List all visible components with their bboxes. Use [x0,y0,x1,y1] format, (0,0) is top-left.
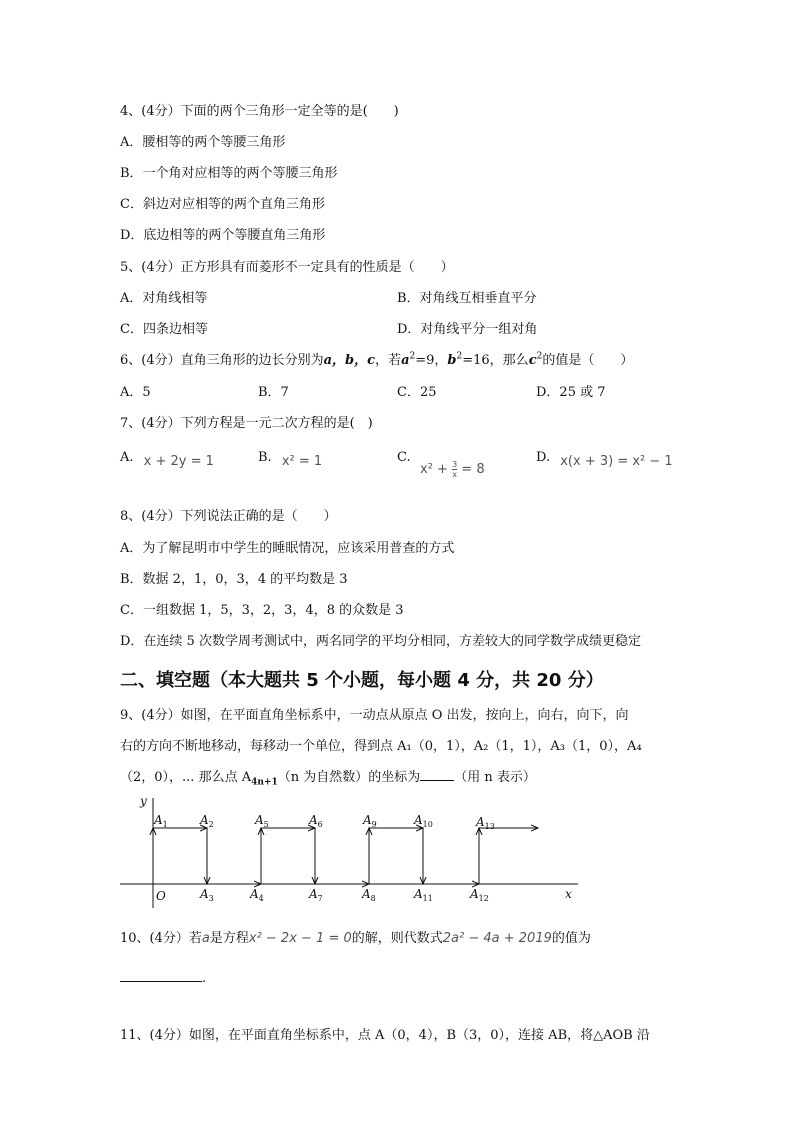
q7-d-expr: x(x + 3) = x² − 1 [560,454,673,469]
q6-exp-b: 2 [456,351,463,362]
q4-option-d: D．底边相等的两个等腰直角三角形 [120,228,326,243]
q10-post: 的值为 [551,931,591,946]
q6-b: b [447,353,457,368]
label-a8: $A_8$ [362,887,376,903]
q9-line3 [120,769,536,787]
q8-option-c: C．一组数据 1，5，3，2，3，4，8 的众数是 3 [120,603,404,618]
q10-mid: 是方程 [209,931,249,946]
q9-line3-end: （用 n 表示） [454,770,536,785]
origin-label: O [156,889,166,903]
q6-c: c [528,353,537,368]
q7-b-expr: x² = 1 [281,454,323,469]
q7-option-b [258,449,322,467]
q5-option-c: C．四条边相等 [120,322,208,337]
label-a2: $A_2$ [200,813,214,829]
q9-answer-blank[interactable] [420,780,454,781]
q7-option-a [120,449,214,467]
label-a4: $A_4$ [250,887,264,903]
q6-exp-c: 2 [536,351,543,362]
section-heading: 二、填空题（本大题共 5 个小题，每小题 4 分，共 20 分） [120,670,604,691]
q6-a: a [401,353,410,368]
label-a7: $A_7$ [309,887,323,903]
q10-end: . [202,971,207,986]
q6-vars: a，b，c [323,353,376,368]
q4-option-c: C．斜边对应相等的两个直角三角形 [120,197,325,212]
q5-option-b: B．对角线互相垂直平分 [397,291,537,306]
coordinate-figure [110,790,590,915]
q6-stem-end: 的值是（ ） [542,353,634,368]
q6-eq2: =16，那么 [462,353,529,368]
label-a12: $A_{12}$ [470,887,489,903]
label-a6: $A_6$ [309,813,323,829]
q7-c-den: x [452,470,457,479]
label-a1: $A_1$ [154,813,168,829]
q11-line1: 11、(4分）如图，在平面直角坐标系中，点 A（0，4），B（3，0），连接 AB，将△AOB 沿 [120,1028,650,1043]
q9-line3-pre: （2，0），... 那么点 A [120,770,252,785]
q8-option-b: B．数据 2，1，0，3，4 的平均数是 3 [120,572,348,587]
q6-eq1: =9， [415,353,448,368]
q7-c-label: C. [397,450,411,465]
q7-c-expr-pre: x² + [420,462,453,477]
label-a13: $A_{13}$ [476,815,495,831]
q4-option-b: B．一个角对应相等的两个等腰三角形 [120,166,338,181]
q10-var: a [201,931,210,946]
q5-option-a: A．对角线相等 [120,291,208,306]
q8-option-a: A．为了解昆明市中学生的睡眠情况，应该采用普查的方式 [120,541,455,556]
q7-a-expr: x + 2y = 1 [143,454,214,469]
q7-option-c [397,449,411,467]
q10-line [120,930,591,948]
q7-stem: 7、(4分）下列方程是一元二次方程的是( ) [120,416,373,431]
q7-option-d [536,449,673,467]
q6-stem-mid: ，若 [375,353,402,368]
q6-option-b: B．7 [258,385,289,400]
q6-exp-a: 2 [409,351,416,362]
q9-sub: 4n+1 [251,777,278,788]
label-a5: $A_5$ [255,813,269,829]
label-a9: $A_9$ [363,813,377,829]
x-axis-label: x [565,887,572,901]
q9-line1: 9、(4分）如图，在平面直角坐标系中，一动点从原点 O 出发，按向上，向右，向下，向 [120,708,629,723]
y-axis-label: y [140,794,147,808]
label-a11: $A_{11}$ [414,887,433,903]
q10-answer-line [120,967,206,988]
q7-c-num: 3 [452,460,458,469]
label-a3: $A_3$ [200,887,214,903]
q7-c-expr-post: = 8 [457,462,485,477]
q10-expression: 2a² − 4a + 2019 [442,931,552,946]
q7-b-label: B. [258,450,272,465]
q5-stem: 5、(4分）正方形具有而菱形不一定具有的性质是（ ） [120,260,454,275]
q4-option-a: A．腰相等的两个等腰三角形 [120,135,286,150]
q6-option-d: D．25 或 7 [536,385,606,400]
label-a10: $A_{10}$ [414,813,433,829]
q4-stem: 4、(4分）下面的两个三角形一定全等的是( ) [120,104,399,119]
q9-line3-post: （n 为自然数）的坐标为 [277,770,421,785]
q7-d-label: D. [536,450,551,465]
q10-mid2: 的解，则代数式 [351,931,443,946]
q6-stem-pre: 6、(4分）直角三角形的边长分别为 [120,353,324,368]
q10-equation: x² − 2x − 1 = 0 [248,931,352,946]
q6-option-c: C．25 [397,385,437,400]
q6-stem [120,352,633,370]
q8-option-d: D．在连续 5 次数学周考测试中，两名同学的平均分相同，方差较大的同学数学成绩更稳定 [120,634,641,649]
q5-option-d: D．对角线平分一组对角 [397,322,538,337]
q9-line2: 右的方向不断地移动，每移动一个单位，得到点 A₁（0，1），A₂（1，1），A₃（1，0），A₄ [120,739,642,754]
q8-stem: 8、(4分）下列说法正确的是（ ） [120,509,337,524]
q7-a-label: A. [120,450,134,465]
q10-answer-blank[interactable] [120,967,202,982]
q7-c-expr [420,460,485,479]
q10-pre: 10、(4分）若 [120,931,202,946]
q6-option-a: A．5 [120,385,151,400]
